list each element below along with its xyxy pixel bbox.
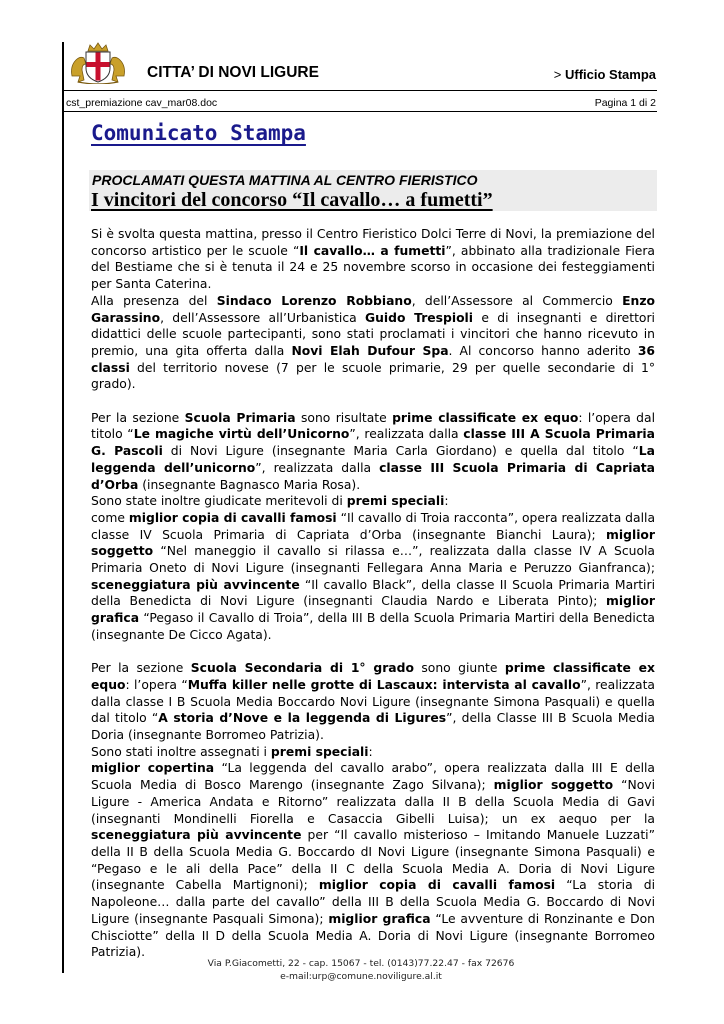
bold-run: miglior soggetto [91, 527, 655, 559]
text-run: “Il cavallo Black”, della classe II Scuola Primaria Martiri della Benedicta di Novi Ligure (insegnanti Claudia Nardo e Liberata Pinto); [91, 577, 655, 609]
document-filename: cst_premiazione cav_mar08.doc [66, 97, 218, 109]
bold-run: La leggenda dell’unicorno [91, 444, 655, 475]
paragraph [91, 226, 655, 293]
paragraph [91, 760, 655, 960]
text-run: ”, realizzata dalla classe I B Scuola Media Boccardo Novi Ligure (insegnante Simona Pasquali) e quella dal titolo “ [91, 677, 655, 726]
bold-run: Scuola Secondaria di 1° grado [190, 661, 414, 676]
kicker: PROCLAMATI QUESTA MATTINA AL CENTRO FIERISTICO [92, 172, 478, 188]
text-run: (insegnante Bagnasco Maria Rosa). [138, 477, 361, 492]
bold-run: classe III A Scuola Primaria G. Pascoli [91, 427, 655, 459]
text-run: : [368, 744, 373, 759]
headline: I vincitori del concorso “Il cavallo… a fumetti” [91, 189, 493, 211]
bold-run: Sindaco Lorenzo Robbiano [216, 293, 412, 308]
bold-run: Novi Elah Dufour Spa [291, 343, 449, 358]
paragraph-gap [91, 393, 655, 410]
text-run: sono risultate [295, 410, 393, 425]
text-run: Sono stati inoltre assegnati i [91, 744, 271, 759]
office-name: Ufficio Stampa [564, 67, 656, 82]
text-run: : [444, 494, 449, 509]
text-run: e di insegnanti e direttori didattici delle scuole partecipanti, sono stati proclamati i vincitori che hanno ricevuto in premio, una gita offerta dalla [91, 310, 655, 358]
bold-run: sceneggiatura più avvincente [91, 577, 300, 592]
text-run: ”, abbinato alla tradizionale Fiera del Bestiame che si è tenuta il 24 e 25 novembre scorso in occasione dei festeggiamenti per Santa Caterina. [91, 243, 655, 292]
text-run: , dell’Assessore al Commercio [411, 293, 623, 308]
text-run: . Al concorso hanno aderito [448, 343, 638, 358]
text-run: sono giunte [413, 661, 505, 676]
text-run: Alla presenza del [91, 293, 217, 308]
paragraph [91, 293, 655, 393]
paragraph [91, 744, 655, 761]
paragraph [91, 493, 655, 510]
bold-run: miglior grafica [91, 594, 655, 626]
city-name: CITTA’ DI NOVI LIGURE [147, 64, 319, 81]
city-crest-icon [68, 42, 128, 84]
text-run: : l’opera dal titolo “ [91, 410, 656, 442]
bold-run: miglior soggetto [493, 778, 614, 793]
bold-run: Le magiche virtù dell’Unicorno [133, 427, 350, 442]
text-run: “Pegaso il Cavallo di Troia”, della III B della Scuola Primaria Martiri della Benedicta (insegnante De Cicco Agata). [91, 611, 655, 642]
text-run: “Le avventure di Ronzinante e Don Chisciotte” della II D della Scuola Media A. Doria di Novi Ligure (insegnante Borromeo Patrizia). [91, 911, 656, 960]
footer [172, 957, 550, 983]
bold-run: Muffa killer nelle grotte di Lascaux: intervista al cavallo [187, 677, 581, 692]
paragraph-gap [91, 644, 655, 661]
bold-run: prime classificate ex equo [91, 661, 655, 692]
text-run: ”, della Classe III B Scuola Media Doria (insegnante Borromeo Patrizia). [91, 711, 655, 743]
text-run: “Il cavallo di Troia racconta”, opera realizzata dalla classe IV Scuola Primaria di Capriata d’Orba (insegnante Bianchi Laura); [91, 510, 656, 542]
text-run: ”, realizzata dalla [349, 427, 464, 442]
text-run: “Novi Ligure - America Andata e Ritorno” realizzata dalla II B della Scuola Media di Gavi (insegnanti Mondinelli Fiorella e Casaccia Gibelli Luisa); un ex aequo per la [91, 778, 655, 826]
text-run: Si è svolta questa mattina, presso il Centro Fieristico Dolci Terre di Novi, la premiazione del concorso artistico per le scuole “ [91, 227, 655, 258]
header-rule [62, 90, 657, 91]
text-run: , dell’Assessore all’Urbanistica [160, 310, 365, 325]
page-number: Pagina 1 di 2 [594, 97, 656, 109]
bold-run: miglior copertina [91, 761, 215, 776]
office-prefix: > [553, 67, 565, 82]
text-run: Per la sezione [91, 410, 185, 425]
text-run: “La storia di Napoleone… dalla parte del cavallo” della III B della Scuola Media G. Boccardo di Novi Ligure (insegnante Pasquali Simona); [91, 878, 655, 926]
bold-run: Il cavallo… a fumetti [299, 243, 446, 258]
page-title: Comunicato Stampa [91, 121, 306, 145]
text-run: come [91, 510, 129, 525]
office-label [554, 67, 656, 82]
text-run: di Novi Ligure (insegnante Maria Carla Giordano) e quella dal titolo “ [162, 444, 639, 459]
bold-run: miglior copia di cavalli famosi [128, 510, 337, 525]
text-run: “La leggenda del cavallo arabo”, opera realizzata dalla III E della Scuola Media di Bosco Marengo (insegnante Zago Silvana); [91, 761, 655, 793]
text-run: Per la sezione [91, 661, 191, 676]
article-body [91, 226, 655, 961]
left-margin-rule [62, 42, 64, 973]
subheader-rule [62, 111, 657, 112]
bold-run: classe III Scuola Primaria di Capriata d’Orba [91, 460, 655, 492]
bold-run: Scuola Primaria [184, 410, 296, 425]
text-run: “Nel maneggio il cavallo si rilassa e…”, realizzata dalla classe IV A Scuola Primaria Oneto di Novi Ligure (insegnanti Fellegara Anna Maria e Peruzzo Gianfranca); [91, 544, 655, 576]
paragraph [91, 510, 655, 644]
bold-run: A storia d’Nove e la leggenda di Ligures [158, 711, 447, 726]
footer-address: Via P.Giacometti, 22 - cap. 15067 - tel. (0143)77.22.47 - fax 72676 [207, 958, 515, 969]
bold-run: prime classificate ex equo [392, 410, 579, 425]
text-run: Sono state inoltre giudicate meritevoli di [91, 494, 347, 509]
bold-run: 36 classi [91, 343, 655, 375]
bold-run: Enzo Garassino [91, 293, 655, 325]
paragraph [91, 660, 655, 744]
text-run: del territorio novese (7 per le scuole primarie, 29 per quelle secondarie di 1° grado). [91, 360, 655, 392]
bold-run: sceneggiatura più avvincente [91, 828, 302, 843]
text-run: : l’opera “ [125, 677, 188, 692]
bold-run: miglior copia di cavalli famosi [318, 878, 556, 893]
text-run: ”, realizzata dalla [255, 460, 380, 475]
footer-email: e-mail:urp@comune.noviligure.al.it [280, 971, 442, 982]
bold-run: premi speciali [346, 494, 445, 509]
text-run: per “Il cavallo misterioso – Imitando Manuele Luzzati” della II B della Scuola Media G. Boccardo dI Novi Ligure (insegnante Simona Pasquali) e “Pegaso e le ali della Pace” della II C della Scuola Media A. Doria di Novi Ligure (insegnante Cabella Martignoni); [91, 828, 655, 893]
bold-run: premi speciali [270, 744, 369, 759]
bold-run: Guido Trespioli [365, 310, 474, 325]
bold-run: miglior grafica [328, 911, 431, 926]
paragraph [91, 410, 655, 494]
